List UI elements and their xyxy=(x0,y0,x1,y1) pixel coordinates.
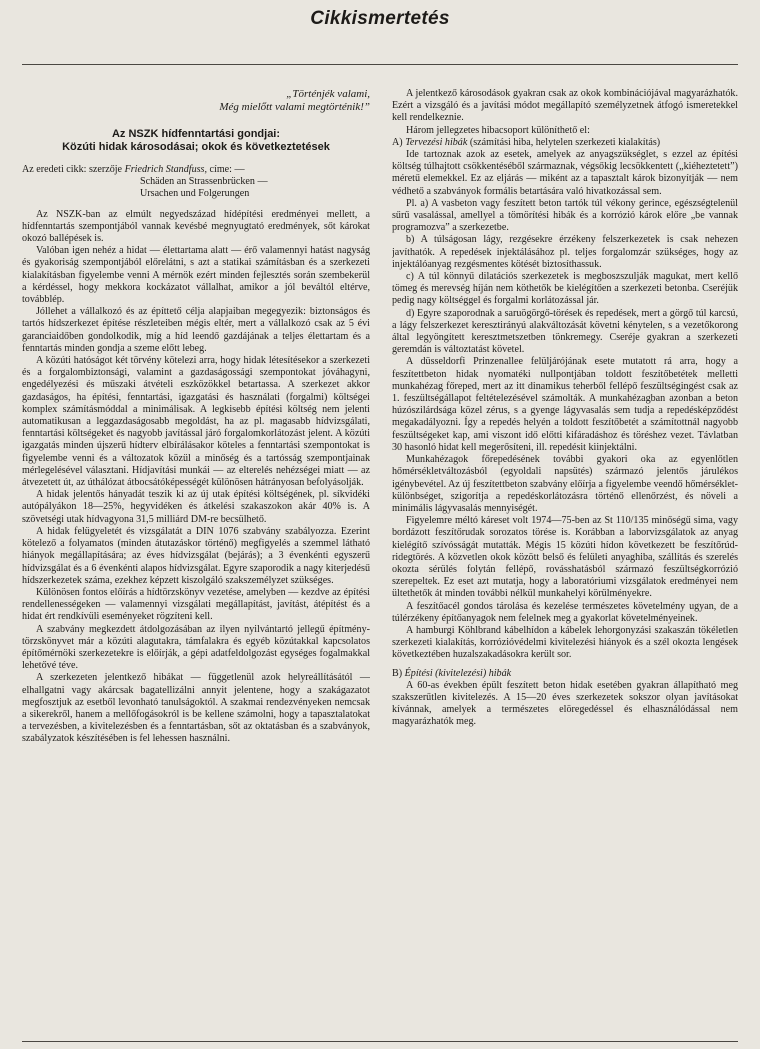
paragraph: A 60-as években épült feszített beton hidak esetében gyakran állapítható meg szakszerűtlen kivitelezés. A 15—20 éves szerkezetek sokszor olyan javításokat kívánnak, amelyek a természetes elöregedéssel és elhasználódással nem magyarázhatók meg. xyxy=(392,679,738,728)
paragraph: Jóllehet a vállalkozó és az építtető célja alapjaiban megegyezik: biztonságos és tartós hídszerkezet építése részleteiben mégis eltér, mert a vállalkozó csak az 5 évi garanciaidőben gondolkodik, míg a híd leendő gazdájának a teljes élettartam és a fenntartás minden gondja a szeme előtt lebeg. xyxy=(22,306,370,354)
paragraph: Ide tartoznak azok az esetek, amelyek az anyagszükséglet, s ezzel az építési költség túlhajtott csökkentéséből származnak, végsőkig lecsökkentett („kiéheztetett”) méretű elemekkel. Ez az eljárás — miként az a tapasztalt károk bizonyítják — nem védhető a szabványok formális betartására való hivatkozással sem. xyxy=(392,149,738,197)
paragraph: Három jellegzetes hibacsoport különíthető el: xyxy=(406,124,590,136)
source-title-line-1: Schäden an Strassenbrücken — xyxy=(140,176,268,188)
section-heading-b xyxy=(392,668,738,680)
section-a-rest: (számítási hiba, helytelen szerkezeti kialakítás) xyxy=(469,136,661,148)
paragraph: Az NSZK-ban az elmúlt negyedszázad hídépítési eredményei mellett, a hídfenntartás szempontjából vannak kevésbé megnyugtató eredmények, sőt károkat okozó ballépések is. xyxy=(22,208,370,245)
motto xyxy=(22,88,370,114)
source-author: Friedrich Standfuss, xyxy=(124,164,208,175)
motto-line-1: „Történjék valami, xyxy=(286,88,370,100)
section-a-prefix: A) xyxy=(392,136,403,148)
paragraph: A jelentkező károsodások gyakran csak az okok kombinációjával magyarázhatók. Ezért a vizsgáló és a javítási módot megállapító személyzetnek átfogó ismeretekkel kell rendelkeznie. xyxy=(392,88,738,124)
section-heading-a xyxy=(392,137,738,149)
article-title xyxy=(22,128,370,154)
paragraph: Figyelemre méltó káreset volt 1974—75-ben az St 110/135 minőségű sima, vagy bordázott feszítőrudak sorozatos törése is. Korábban a laborvizsgálatok az anyag kielégítő szívósságát mutatták. Mégis 15 közúti hídon következett be feszítőrúd-ridegtörés. A közvetlen okok között belső és felületi anyaghiba, szállítás és szerelés okozta sérülés folytán fellépő, rovásshatásból származó feszültségkorrózió szerepeltek. Ez eset azt mutatja, hogy a laboratóriumi vizsgálatok eredményei nem ültethetők át minden további nélkül munkahelyi körülményekre. xyxy=(392,515,738,600)
paragraph: A szerkezeten jelentkező hibákat — függetlenül azok helyreállításától — elhallgatni vagy akárcsak bagatellizálni annyit jelentene, hogy a szakágazatot megfosztjuk az esetből levonható tanulságoktól. A szakmai rendezvényeken nemcsak a sikerekről, hanem a mellőfogásokról is be kellene számolni, hogy a tapasztalatokat a tervezésben, a kivitelezésben és a fenntartásban, sőt az oktatásban és a szabványok, szabályzatok készítésében is fel lehessen használni. xyxy=(22,672,370,745)
paragraph: Különösen fontos előírás a hídtörzskönyv vezetése, amelyben — kezdve az építési rendellenességeken — valamennyi vizsgálati megállapítást, javítást, átépítést és a hidat ért rendkívüli eseményeket rögzíteni kell. xyxy=(22,586,370,623)
paragraph: A hamburgi Köhlbrand kábelhídon a kábelek lehorgonyzási szakaszán tökéletlen szerkezeti kialakítás, korrózióvédelmi kivitelezési hiányok és a szél okozta lengések következtében huzalszakadásokra került sor. xyxy=(392,624,738,661)
paragraph: Pl. a) A vasbeton vagy feszített beton tartók túl vékony gerince, egészségtelenül sűrű vasalással, amellyel a tömörítési hibák és a korrózió károk előre „be vannak programozva” a szerkezetbe. xyxy=(392,197,738,234)
section-a-title: Tervezési hibák xyxy=(405,136,468,148)
paragraph: A szabvány megkezdett átdolgozásában az ilyen nyilvántartó jellegű építmény-törzskönyvet már a közúti alagutakra, támfalakra és egyéb közútakkal kapcsolatos építőmérnöki szerkezetekre is előírják, a gépi adatfeldolgozást egységes fogalmakkal lehetővé téve. xyxy=(22,623,370,672)
source-rest: címe: — xyxy=(209,164,245,175)
page-header: Cikkismertetés xyxy=(310,8,450,29)
paragraph: A hidak felügyeletét és vizsgálatát a DIN 1076 szabvány szabályozza. Ezerint kötelező a folyamatos (minden átutazáskor történő) megfigyelés a szemmel látható hiányok megállapítására; az éves hídvizsgálat (bejárás); a 3 évenkénti egyszerű hídvizsgálat és a 6 évenkénti alapos hídvizsgálat. Egyre szaporodik a nagy kiterjedésű hídszerkezetek száma, ezekhez képzett kiszolgáló szakszemélyzet szükséges. xyxy=(22,525,370,586)
paragraph: A hidak jelentős hányadát teszik ki az új utak építési költségének, pl. síkvidéki autópályákon 18—25%, hegyvidéken és átkelési szakaszokon akár 40% is. A szövetségi utak hídvagyona 31,5 milliárd DM-re becsülhető. xyxy=(22,489,370,525)
section-b-prefix: B) xyxy=(392,667,403,679)
left-column xyxy=(22,88,370,1039)
section-b-title: Építési (kivitelezési) hibák xyxy=(404,667,512,679)
right-column xyxy=(392,88,738,1039)
paragraph: A közúti hatóságot két törvény kötelezi arra, hogy hidak létesítésekor a szerkezeti és a forgalombiztonsági, valamint a gazdaságossági szempontokat jóváhagyni, engedélyezési és műszaki átvételi eszközökkel betartassa. A szerkezet akkor gazdaságos, ha építési, fenntartási, igazgatási és használati (forgalmi) költségei komplex számításmóddal a minimálisak. A legkisebb építési költség nem jelenti automatikusan a leggazdaságosabb megoldást, ha az pl. magasabb hídvizsgálati, fenntartási költségeket és nagyobb javítással járó forgalomkorlátozást jelent. A közúti igazgatás minden újszerű hídterv elbírálásakor köteles a fenntartási szempontokat is figyelembe venni és a változatok közül a minőség és a tartósság szempontjainak mérlegelésével választani. Hídjavítási munkái — az elterelés nehézségei miatt — az átvezetett út, az úthálózat átbocsátóképességét különösen hátrányosan befolyásolják. xyxy=(22,355,370,489)
source-label: Az eredeti cikk: szerzője xyxy=(22,164,123,175)
paragraph: A feszítőacél gondos tárolása és kezelése természetes követelmény ugyan, de a túlérzékeny építőanyagok nem felelnek meg a gyakorlat követelményeinek. xyxy=(392,600,738,624)
bottom-rule xyxy=(22,1041,738,1042)
paragraph: A düsseldorfi Prinzenallee felüljárójának esete mutatott rá arra, hogy a feszítettbeton hidak nyomatéki nullpontjában toldott feszítőbetétek melletti munkahézag főreped, mert az itt dinamikus teherből fellépő feszültségingést csak az 1. feszültségállapot feltételezésével számolták. A munkahézagban azonban a beton húzószilárdsága közel zérus, s a gyenge lágyvasalás sem tudja a repedésképződést megakadályozni. Így a repedés helyén a toldott feszítőbetét a számítottnál nagyobb feszültségeket kap, ami viszont idő előtti kifáradáshoz és töréshez vezet. Távlatban 30 hasonló hidat kell megerősíteni, ill. repedésit kiinjektálni. xyxy=(392,356,738,453)
paragraph: Valóban igen nehéz a hidat — élettartama alatt — érő valamennyi hatást nagyság és gyakoriság szempontjából előrelátni, s azt a statikai számításban és a szerkezeti kialakításban figyelembe venni A mérnök ezért minden fejlesztés során szembekerül a kérdéssel, hogy mekkora kockázatot vállalhat, amikor a jól beváltól eltérve, továbblép. xyxy=(22,245,370,306)
source-citation xyxy=(22,164,370,201)
article-title-line-1: Az NSZK hídfenntartási gondjai: xyxy=(111,128,281,140)
source-title-line-2: Ursachen und Folgerungen xyxy=(140,188,250,200)
paragraph: b) A túlságosan lágy, rezgésekre érzékeny felszerkezetek is csak nehezen javíthatók. A repedések injektálásához pl. teljes forgalomzár szükséges, hogy az injektálóanyag rezgésmentes kötését biztosíthassuk. xyxy=(392,234,738,270)
paragraph: d) Egyre szaporodnak a saruögörgő-törések és repedések, mert a görgő túl karcsú, a lágy felszerkezet keresztirányú alakváltozását követni kénytelen, s a vezetőkorong által legyöngített keresztmetszetben tönkremegy. Cseréje gyakran a szerkezeti geremdán is változtatást követel. xyxy=(392,307,738,356)
article-title-line-2: Közúti hidak károsodásai; okok és következtetések xyxy=(62,141,330,153)
paragraph: c) A túl könnyű dilatációs szerkezetek is megboszszulják magukat, mert kellő tömeg és merevség híján nem köthetők be kielégítően a szerkezeti betonba. Cseréjük pedig nagy költséggel és forgalmi korlátozással jár. xyxy=(392,271,738,307)
paragraph: Munkahézagok főrepedésének további gyakori oka az egyenlőtlen hőmérsékletváltozásból (egyoldali napsütés) származó jelentős járulékos igénybevétel. Az új feszítettbeton szabvány előírja a figyelembe veendő hőmérséklet-különbséget, szigorítja a repedéskorlátozásra történő ellenőrzést, és növeli a minimális lágyvasalás mennyiségét. xyxy=(392,454,738,514)
motto-line-2: Még mielőtt valami megtörténik!” xyxy=(219,101,370,113)
top-rule xyxy=(22,64,738,65)
